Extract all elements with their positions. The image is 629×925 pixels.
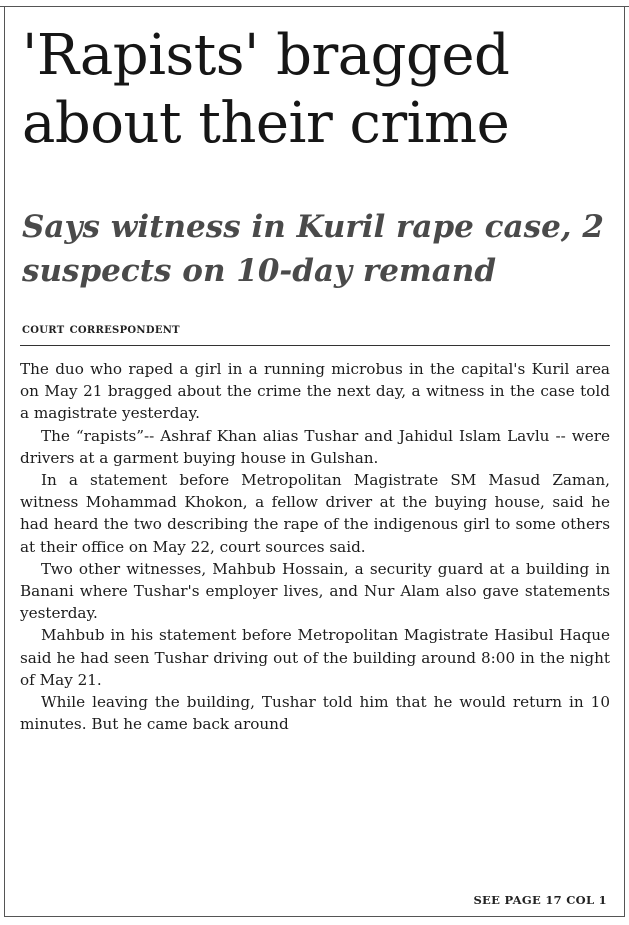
article-paragraph-5: Mahbub in his statement before Metropolitan Magistrate Hasibul Haque said he had seen Tushar driving out of the building around 8:00 in the night of May 21.	[20, 626, 610, 689]
continued-jump-line: SEE PAGE 17 COL 1	[473, 893, 607, 907]
article-paragraph-3: In a statement before Metropolitan Magistrate SM Masud Zaman, witness Mohammad Khokon, a fellow driver at the buying house, said he had heard the two describing the rape of the indigenous girl to some others at their office on May 22, court sources said.	[20, 471, 610, 556]
article-headline: 'Rapists' bragged about their crime	[22, 23, 510, 156]
article-body	[20, 358, 610, 735]
article-paragraph-2: The “rapists”-- Ashraf Khan alias Tushar and Jahidul Islam Lavlu -- were drivers at a garment buying house in Gulshan.	[20, 426, 610, 467]
article-byline	[22, 321, 612, 337]
frame-right-rule	[624, 6, 625, 916]
frame-left-rule	[4, 6, 5, 916]
byline-divider	[20, 345, 610, 346]
article-paragraph-6: While leaving the building, Tushar told him that he would return in 10 minutes. But he came back around	[20, 693, 610, 734]
article-subheadline: Says witness in Kuril rape case, 2 suspects on 10-day remand	[22, 209, 604, 289]
article-paragraph-4: Two other witnesses, Mahbub Hossain, a security guard at a building in Banani where Tushar's employer lives, and Nur Alam also gave statements yesterday.	[20, 559, 610, 623]
byline-text: court correspondent	[22, 321, 180, 337]
frame-bottom-rule	[4, 916, 625, 917]
article-paragraph-1: The duo who raped a girl in a running microbus in the capital's Kuril area on May 21 bragged about the crime the next day, a witness in the case told a magistrate yesterday.	[20, 360, 610, 423]
frame-top-rule	[0, 6, 629, 7]
